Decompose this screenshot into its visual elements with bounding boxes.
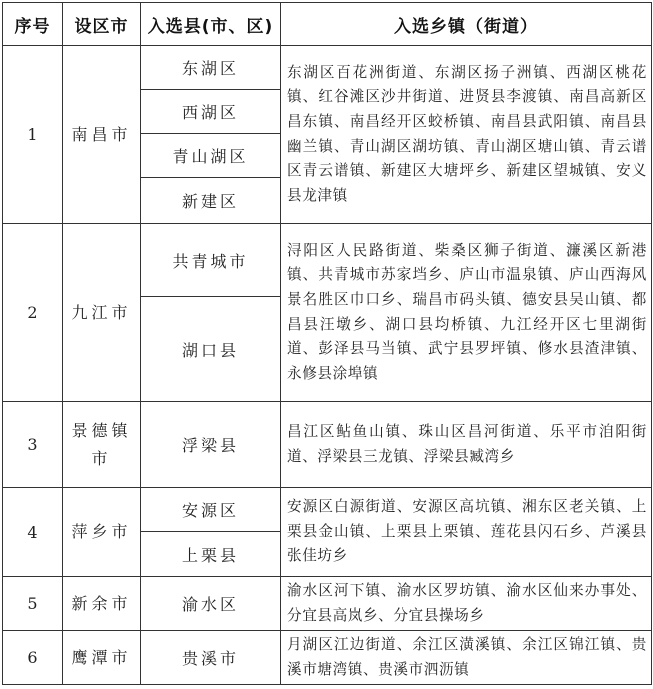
header-towns: 入选乡镇（街道） [281,3,652,46]
row-number: 5 [3,577,63,631]
table-row [3,402,652,488]
county-cell: 新建区 [141,178,281,224]
county-cell: 浮梁县 [141,402,281,488]
county-cell: 西湖区 [141,90,281,134]
towns-cell: 昌江区鲇鱼山镇、珠山区昌河街道、乐平市洎阳街道、浮梁县三龙镇、浮梁县臧湾乡 [281,402,652,488]
header-city: 设区市 [63,3,141,46]
county-cell: 贵溪市 [141,631,281,685]
towns-cell: 渝水区河下镇、渝水区罗坊镇、渝水区仙来办事处、分宜县高岚乡、分宜县操场乡 [281,577,652,631]
towns-cell: 月湖区江边街道、余江区潢溪镇、余江区锦江镇、贵溪市塘湾镇、贵溪市泗沥镇 [281,631,652,685]
county-cell: 青山湖区 [141,134,281,178]
county-cell: 共青城市 [141,224,281,297]
city-cell: 南昌市 [63,46,141,224]
county-cell: 东湖区 [141,46,281,90]
towns-cell: 东湖区百花洲街道、东湖区扬子洲镇、西湖区桃花镇、红谷滩区沙井街道、进贤县李渡镇、南昌高新区昌东镇、南昌经开区蛟桥镇、南昌县武阳镇、南昌县幽兰镇、青山湖区湖坊镇、青山湖区塘山镇、青云谱区青云谱镇、新建区大塘坪乡、新建区望城镇、安义县龙津镇 [281,46,652,224]
county-cell: 湖口县 [141,297,281,402]
table-row [3,488,652,532]
towns-cell: 浔阳区人民路街道、柴桑区狮子街道、濂溪区新港镇、共青城市苏家垱乡、庐山市温泉镇、庐山西海风景名胜区巾口乡、瑞昌市码头镇、德安县吴山镇、都昌县汪墩乡、湖口县均桥镇、九江经开区七里湖街道、彭泽县马当镇、武宁县罗坪镇、修水县渣津镇、永修县涂埠镇 [281,224,652,402]
row-number: 1 [3,46,63,224]
city-cell [63,402,141,488]
row-number: 2 [3,224,63,402]
table-row [3,46,652,90]
county-cell: 渝水区 [141,577,281,631]
city-cell: 九江市 [63,224,141,402]
table-row [3,224,652,297]
city-cell: 鹰潭市 [63,631,141,685]
selection-table [2,2,652,685]
header-row [3,3,652,46]
table-row [3,631,652,685]
city-cell: 萍乡市 [63,488,141,577]
county-cell: 安源区 [141,488,281,532]
table-row [3,577,652,631]
city-label: 景德镇市 [71,420,132,468]
towns-cell: 安源区白源街道、安源区高坑镇、湘东区老关镇、上栗县金山镇、上栗县上栗镇、莲花县闪石乡、芦溪县张佳坊乡 [281,488,652,577]
city-cell: 新余市 [63,577,141,631]
row-number: 6 [3,631,63,685]
header-county: 入选县(市、区) [141,3,281,46]
county-cell: 上栗县 [141,532,281,577]
row-number: 3 [3,402,63,488]
row-number: 4 [3,488,63,577]
header-no: 序号 [3,3,63,46]
